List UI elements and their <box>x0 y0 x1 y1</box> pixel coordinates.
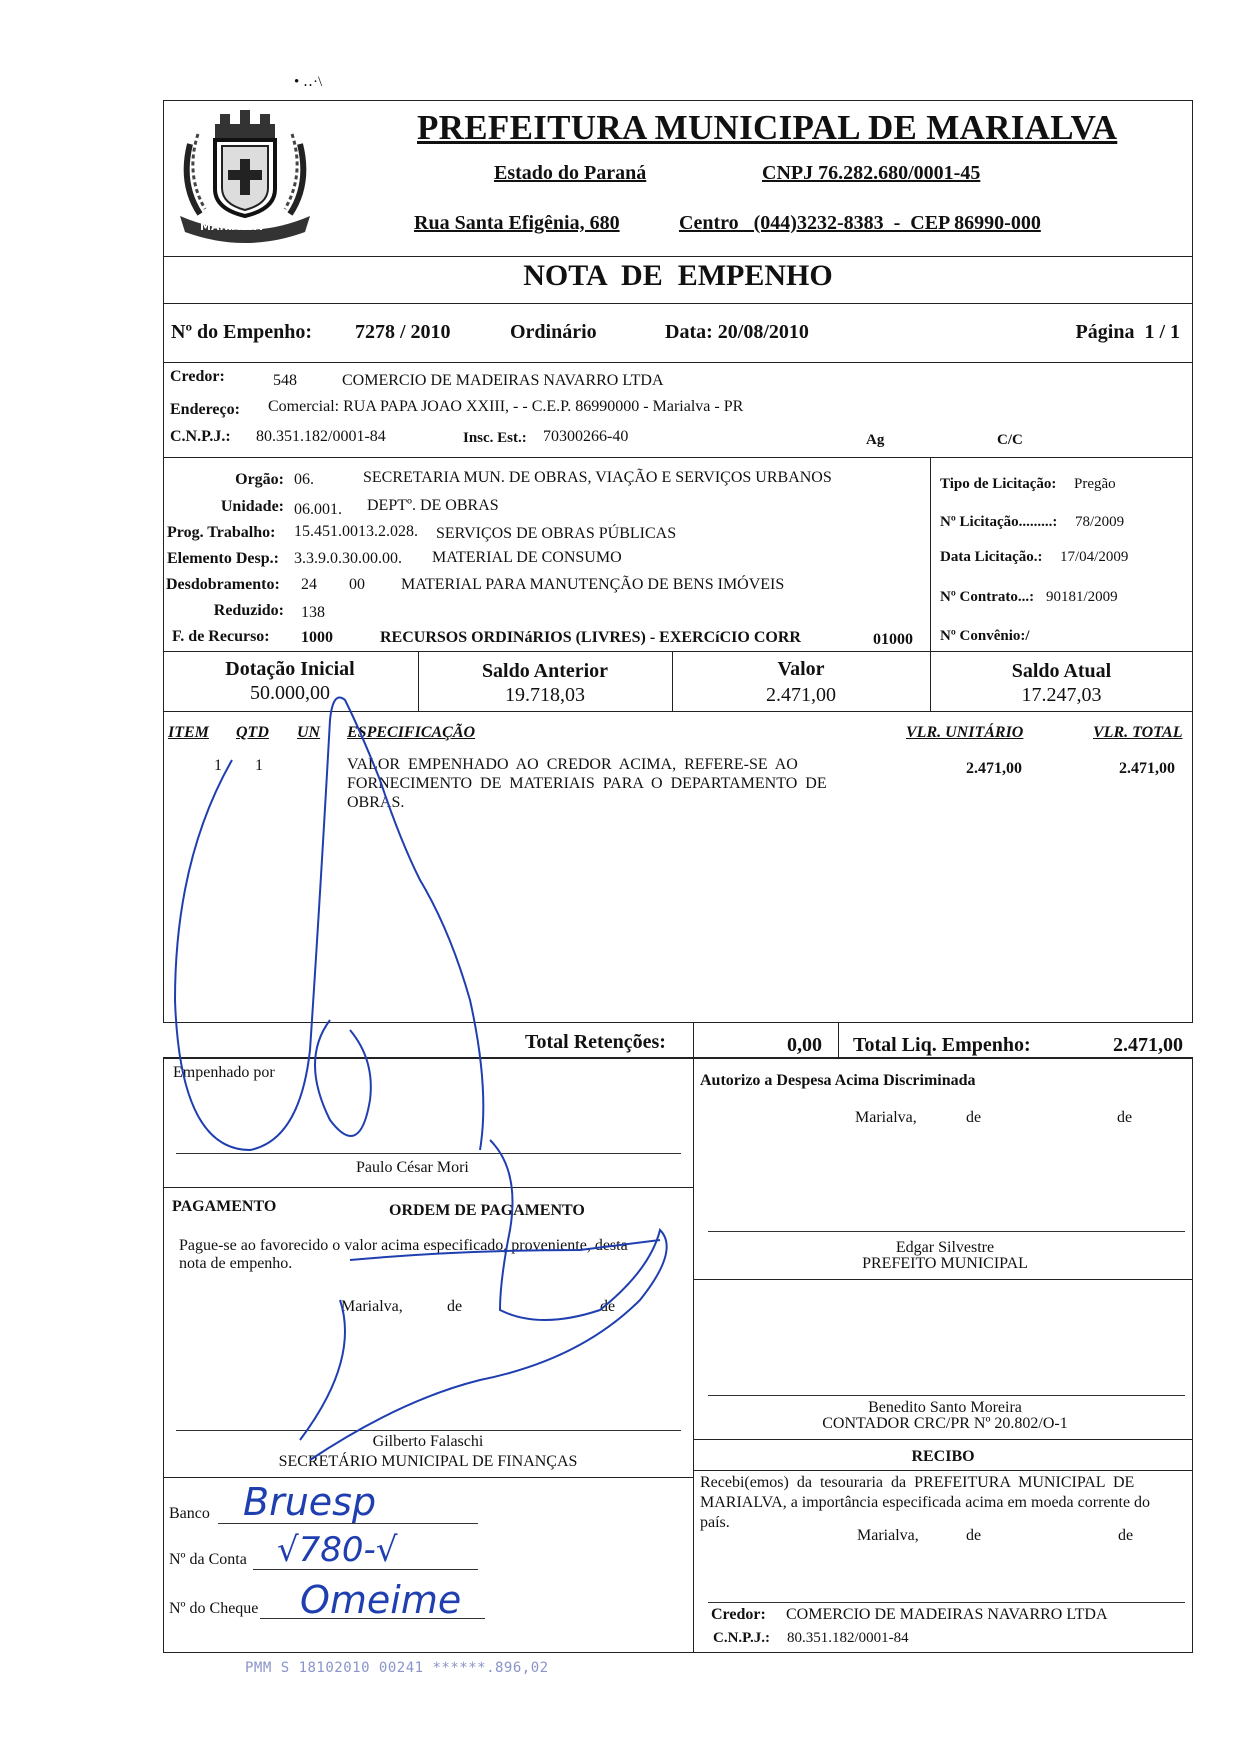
col-spec: ESPECIFICAÇÃO <box>347 724 476 741</box>
totals-divider-1 <box>693 1022 694 1058</box>
recibo-label: RECIBO <box>911 1448 975 1465</box>
row-spec-2: FORNECIMENTO DE MATERIAIS PARA O DEPARTAMENTO DE <box>347 775 827 792</box>
contador-title: CONTADOR CRC/PR Nº 20.802/O-1 <box>822 1415 1068 1432</box>
credor-code: 548 <box>273 372 297 389</box>
elemento-label: Elemento Desp.: <box>167 550 279 567</box>
recibo-cnpj-label: C.N.P.J.: <box>713 1630 770 1646</box>
prefeito-title: PREFEITO MUNICIPAL <box>862 1255 1028 1272</box>
contrato-label: Nº Contrato...: <box>940 589 1035 605</box>
empenho-label: Nº do Empenho: <box>171 321 313 343</box>
recibo-text-3: país. <box>700 1514 730 1531</box>
cheque-value: Omeime <box>300 1578 462 1622</box>
seal-label: MARIALVA <box>200 220 263 233</box>
contador-bottom-line <box>693 1439 1193 1440</box>
prefeito-signature-line <box>708 1231 1185 1232</box>
pagamento-de1: de <box>447 1298 463 1315</box>
ordem-pagamento: ORDEM DE PAGAMENTO <box>389 1202 585 1219</box>
unidade-desc: DEPTº. DE OBRAS <box>367 497 499 514</box>
recibo-text-2: MARIALVA, a importância especificada acima em moeda corrente do <box>700 1494 1151 1511</box>
col-unit: VLR. UNITÁRIO <box>906 724 1024 741</box>
autorizo-de1: de <box>966 1109 982 1126</box>
credor-cnpj: 80.351.182/0001-84 <box>256 428 386 445</box>
header-state: Estado do Paraná <box>494 162 647 184</box>
row-unit: 2.471,00 <box>966 760 1022 777</box>
header-cnpj: CNPJ 76.282.680/0001-45 <box>762 162 981 184</box>
prefeito-name: Edgar Silvestre <box>895 1239 995 1256</box>
conta-label: Nº da Conta <box>169 1551 247 1568</box>
banco-top-line <box>163 1477 693 1478</box>
autorizo-label: Autorizo a Despesa Acima Discriminada <box>700 1072 976 1089</box>
recibo-de2: de <box>1118 1527 1134 1544</box>
secretario-title: SECRETÁRIO MUNICIPAL DE FINANÇAS <box>278 1453 578 1470</box>
orgao-label: Orgão: <box>235 471 284 488</box>
convenio-label: Nº Convênio:/ <box>940 628 1030 644</box>
recibo-credor: COMERCIO DE MADEIRAS NAVARRO LTDA <box>786 1606 1108 1623</box>
row-spec-1: VALOR EMPENHADO AO CREDOR ACIMA, REFERE-SE AO <box>347 756 798 773</box>
saldo-atual-label: Saldo Atual <box>1011 660 1112 682</box>
page-number: Página 1 / 1 <box>1075 321 1180 343</box>
empenhado-label: Empenhado por <box>173 1064 275 1081</box>
unidade-label: Unidade: <box>220 498 284 515</box>
recibo-cnpj: 80.351.182/0001-84 <box>787 1630 909 1646</box>
header-title: PREFEITURA MUNICIPAL DE MARIALVA <box>417 108 1118 147</box>
row-spec-3: OBRAS. <box>347 794 405 811</box>
contador-name: Benedito Santo Moreira <box>868 1399 1022 1416</box>
desdobramento-desc: MATERIAL PARA MANUTENÇÃO DE BENS IMÓVEIS <box>401 576 785 593</box>
orgao-code: 06. <box>294 471 314 488</box>
pagamento-city: Marialva, <box>341 1298 403 1315</box>
secretario-name: Gilberto Falaschi <box>372 1433 484 1450</box>
prog-desc: SERVIÇOS DE OBRAS PÚBLICAS <box>436 525 677 542</box>
orgao-desc: SECRETARIA MUN. DE OBRAS, VIAÇÃO E SERVIÇOS URBANOS <box>363 469 832 486</box>
totals-divider-2 <box>838 1022 839 1058</box>
saldos-divider-1 <box>418 651 419 712</box>
header-contact: Centro (044)3232-8383 - CEP 86990-000 <box>679 212 1041 234</box>
valor-label: Valor <box>777 658 825 680</box>
empenho-type: Ordinário <box>510 321 597 343</box>
payment-stamp: PMM S 18102010 00241 ******.896,02 <box>245 1660 549 1676</box>
banco-label: Banco <box>169 1505 210 1522</box>
elemento-code: 3.3.9.0.30.00.00. <box>294 550 402 567</box>
ag-label: Ag <box>866 432 885 448</box>
doc-title: NOTA DE EMPENHO <box>523 259 833 292</box>
reduzido-label: Reduzido: <box>213 602 284 619</box>
desdobramento-sub: 00 <box>349 576 365 593</box>
banco-value: Bruesp <box>243 1480 377 1524</box>
contador-signature-line <box>708 1395 1185 1396</box>
contrato-value: 90181/2009 <box>1046 589 1118 605</box>
unidade-code: 06.001. <box>294 501 342 518</box>
licitacao-num: 78/2009 <box>1075 514 1125 530</box>
recurso-desc: RECURSOS ORDINáRIOS (LIVRES) - EXERCíCIO CORR <box>380 629 801 646</box>
recurso-code: 1000 <box>301 629 333 646</box>
licitacao-tipo-label: Tipo de Licitação: <box>940 476 1057 492</box>
recibo-credor-label: Credor: <box>711 1606 766 1623</box>
dotacao-inicial-value: 50.000,00 <box>250 682 330 704</box>
conta-value: √780-√ <box>277 1530 398 1570</box>
recibo-line <box>693 1470 1193 1471</box>
retencoes-value: 0,00 <box>787 1034 822 1056</box>
top-mark: • ‥·\ <box>294 74 323 90</box>
insc-label: Insc. Est.: <box>463 430 527 446</box>
saldos-divider-2 <box>672 651 673 712</box>
licitacao-tipo: Pregão <box>1074 476 1116 492</box>
reduzido-value: 138 <box>301 604 325 621</box>
row-qtd: 1 <box>255 757 263 774</box>
saldo-anterior-value: 19.718,03 <box>505 684 585 706</box>
cheque-label: Nº do Cheque <box>169 1600 259 1617</box>
credor-name: COMERCIO DE MADEIRAS NAVARRO LTDA <box>342 372 664 389</box>
liq-label: Total Liq. Empenho: <box>853 1034 1031 1056</box>
header-address: Rua Santa Efigênia, 680 <box>414 212 620 234</box>
prefeito-bottom-line <box>693 1279 1193 1280</box>
lower-divider <box>693 1057 694 1653</box>
recibo-signature-line <box>708 1602 1185 1603</box>
credor-address: Comercial: RUA PAPA JOAO XXIII, - - C.E.P. 86990000 - Marialva - PR <box>268 398 744 415</box>
saldos-divider-3 <box>930 651 931 712</box>
autorizo-de2: de <box>1117 1109 1133 1126</box>
prog-label: Prog. Trabalho: <box>167 524 276 541</box>
secretario-signature-line <box>176 1430 681 1431</box>
pagamento-label: PAGAMENTO <box>172 1198 277 1215</box>
pagamento-text-1: Pague-se ao favorecido o valor acima especificado, proveniente, desta <box>179 1237 628 1254</box>
saldo-atual-value: 17.247,03 <box>1021 684 1102 706</box>
recurso-label: F. de Recurso: <box>172 628 270 645</box>
licitacao-data: 17/04/2009 <box>1060 549 1129 565</box>
pagamento-text-2: nota de empenho. <box>179 1255 293 1272</box>
dotacao-inicial-label: Dotação Inicial <box>225 658 355 680</box>
recibo-city: Marialva, <box>857 1527 919 1544</box>
empenho-number: 7278 / 2010 <box>355 321 451 343</box>
endereco-label: Endereço: <box>170 401 240 418</box>
totals-top-line <box>163 1022 1193 1023</box>
recibo-de1: de <box>966 1527 982 1544</box>
empenho-date: Data: 20/08/2010 <box>665 321 809 343</box>
saldo-anterior-label: Saldo Anterior <box>481 660 609 682</box>
retencoes-label: Total Retenções: <box>525 1031 666 1053</box>
empenhado-signature-line <box>176 1153 681 1154</box>
cc-label: C/C <box>997 432 1023 448</box>
desdobramento-code: 24 <box>301 576 317 593</box>
recibo-text-1: Recebi(emos) da tesouraria da PREFEITURA MUNICIPAL DE <box>700 1474 1135 1491</box>
recurso-extra: 01000 <box>873 631 913 648</box>
cnpj-label: C.N.P.J.: <box>170 428 231 445</box>
col-qtd: QTD <box>236 724 269 741</box>
pagamento-top-line <box>163 1187 693 1188</box>
valor-value: 2.471,00 <box>766 684 836 706</box>
pagamento-de2: de <box>600 1298 616 1315</box>
row-item: 1 <box>214 757 222 774</box>
prog-code: 15.451.0013.2.028. <box>294 523 418 540</box>
licitacao-num-label: Nº Licitação.........: <box>940 514 1058 530</box>
autorizo-city: Marialva, <box>855 1109 917 1126</box>
dotacao-divider <box>930 457 931 652</box>
licitacao-data-label: Data Licitação.: <box>940 549 1043 565</box>
col-item: ITEM <box>168 724 209 741</box>
row-total: 2.471,00 <box>1119 760 1175 777</box>
credor-insc: 70300266-40 <box>543 428 629 445</box>
col-un: UN <box>297 724 321 741</box>
elemento-desc: MATERIAL DE CONSUMO <box>432 549 622 566</box>
empenhado-name: Paulo César Mori <box>356 1159 469 1176</box>
col-total: VLR. TOTAL <box>1093 724 1183 741</box>
liq-value: 2.471,00 <box>1113 1034 1183 1056</box>
credor-label: Credor: <box>170 368 225 385</box>
desdobramento-label: Desdobramento: <box>166 576 280 593</box>
